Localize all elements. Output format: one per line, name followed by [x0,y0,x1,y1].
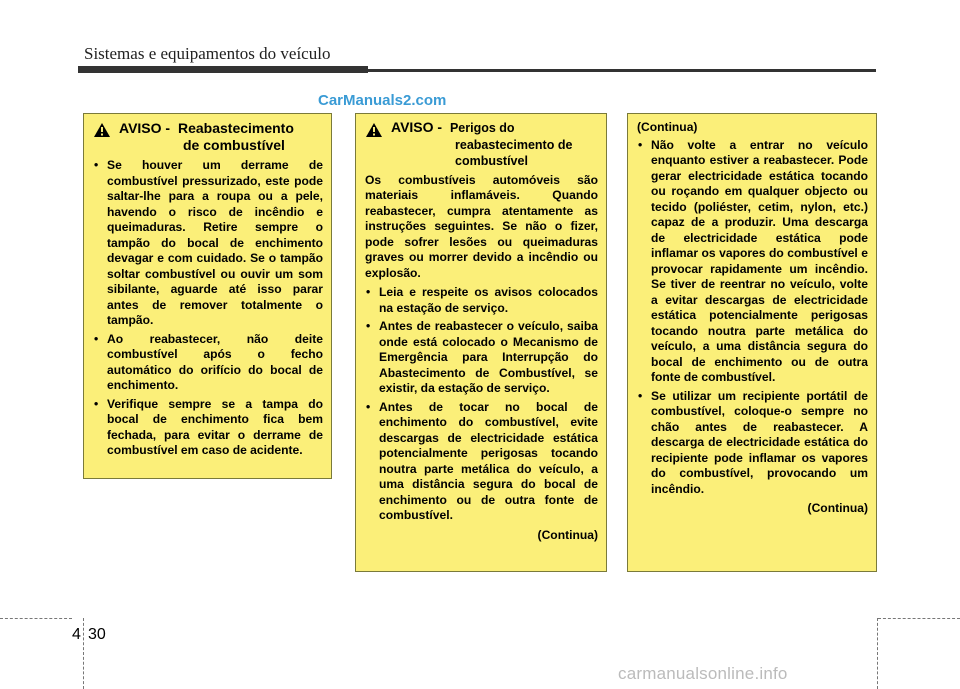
footer-divider-right [877,618,878,689]
list-item: • Antes de reabastecer o veículo, saiba onde está colocado o Mecanismo de Emergência para Interrupção do Abastecimento de Combustível, se existir, da estação de serviço. [365,319,598,397]
warning-triangle-icon [365,122,383,143]
chapter-number: 4 [72,626,81,643]
footer-divider-left [83,618,84,689]
list-item: • Verifique sempre se a tampa do bocal de enchimento fica bem fechada, para evitar o derrame de combustível em caso de acidente. [93,397,323,459]
warning-title-line2: reabastecimento de [455,137,573,152]
footer-rule-right [878,618,960,619]
warning-title-line3: combustível [455,153,528,168]
warning-box-refueling [83,113,332,479]
footer-rule-left [0,618,72,619]
warning-intro: Os combustíveis automóveis são materiais inflamáveis. Quando reabastecer, cumpra atentamente as instruções seguintes. Se não o fizer, pode sofrer lesões ou queimaduras graves ou morrer devido a incêndio ou explosão. [365,172,598,280]
warning-header [365,120,598,169]
warning-title-line2: de combustível [183,137,285,153]
warning-title-line1: Reabastecimento [177,120,294,136]
page-number: 30 [88,626,106,643]
warning-bullet-list [93,158,323,459]
warning-triangle-icon [93,122,111,143]
warning-bullet-list [637,138,868,498]
list-item: • Não volte a entrar no veículo enquanto estiver a reabastecer. Pode gerar electricidade estática tocando ou roçando em qualquer objecto ou tecido (poliéster, cetim, nylon, etc.) capaz de a produzir. Uma descarga de electricidade estática pode inflamar os vapores do combustível e provocar rapidamente um incêndio. Se tiver de reentrar no veículo, volte a evitar descargas de electricidade estática potencialmente perigosas tocando noutra parte metálica do veículo, a uma distância segura do bocal de enchimento ou de outra fonte de combustível. [637,138,868,386]
warning-bullet-list [365,285,598,524]
footer-watermark: carmanualsonline.info [618,664,788,683]
list-item: • Se utilizar um recipiente portátil de combustível, coloque-o sempre no chão antes de reabastecer. A descarga de electricidade estática do recipiente pode inflamar os vapores do combustível, provocando um incêndio. [637,389,868,498]
list-item: • Leia e respeite os avisos colocados na estação de serviço. [365,285,598,316]
list-item: • Antes de tocar no bocal de enchimento do combustível, evite descargas de electricidade estática potencialmente perigosas tocando noutra parte metálica do veículo, a uma distância segura do bocal de enchimento ou de outra fonte de combustível. [365,400,598,524]
continued-label: (Continua) [807,501,868,515]
warning-box-continued [627,113,877,572]
warning-word: AVISO - [391,119,446,135]
continued-lead: (Continua) [637,120,698,134]
warning-title-line1: Perigos do [449,121,515,135]
page-header-title: Sistemas e equipamentos do veículo [84,44,331,63]
warning-header [93,120,323,154]
list-item: • Ao reabastecer, não deite combustível após o fecho automático do orifício do bocal de enchimento. [93,332,323,394]
continued-label: (Continua) [537,527,598,542]
watermark-link[interactable]: CarManuals2.com [318,92,447,109]
warning-word: AVISO - [119,120,174,136]
header-rule [78,69,876,72]
list-item: • Se houver um derrame de combustível pressurizado, este pode saltar-lhe para a roupa ou a pele, havendo o risco de incêndio e queimaduras. Retire sempre o tampão do bocal de enchimento devagar e com cuidado. Se o tampão soltar combustível ou ouvir um som sibilante, aguarde até isso parar antes de remover totalmente o tampão. [93,158,323,329]
warning-box-refueling-hazards [355,113,607,572]
